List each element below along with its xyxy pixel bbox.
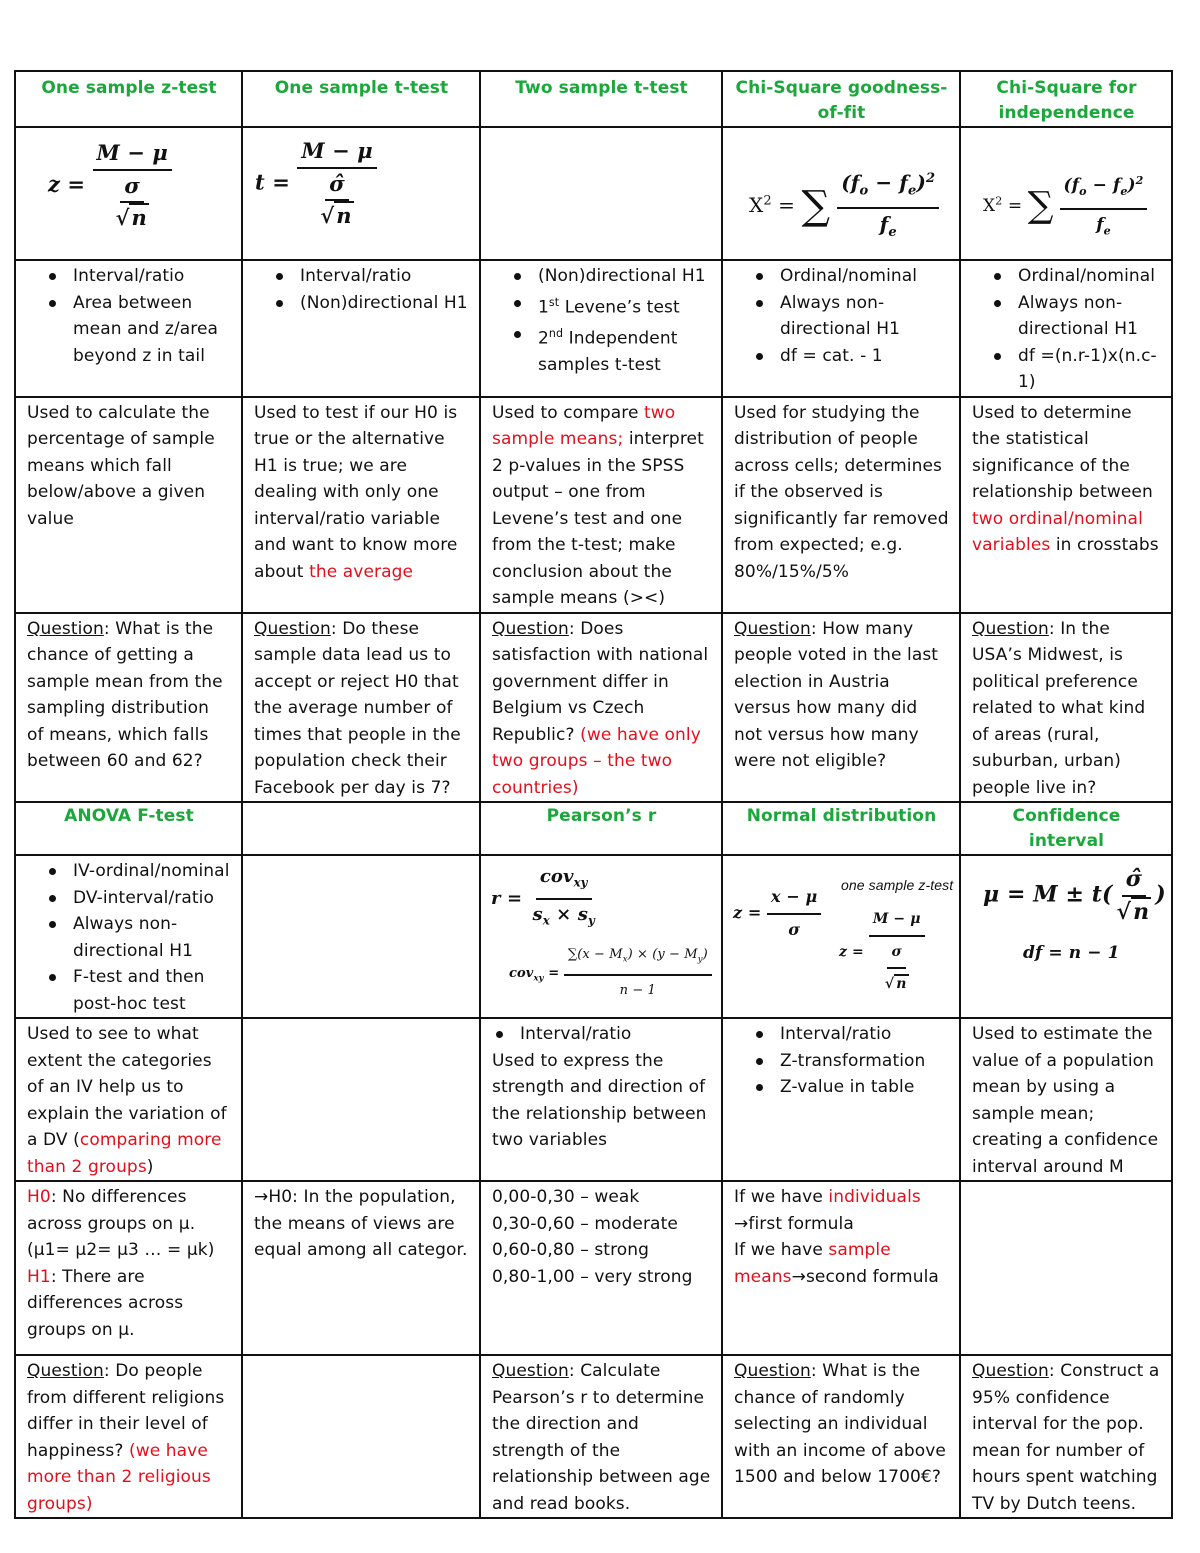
two-sample-formula-cell-empty <box>480 127 722 260</box>
bullet-text: Levene’s test <box>564 297 680 318</box>
arrow-icon: → <box>791 1266 806 1287</box>
z-score-formula: z = $\frac{x - \mu}{\sigma}$ <box>733 884 821 943</box>
confidence-interval-formula: μ = M ± t( $\frac{\sigmâ}{√n}$ ) <box>983 866 1166 925</box>
z-test-usage: Used to calculate the percentage of sample means which fall below/above a given value <box>15 397 242 613</box>
usage-text: Used to determine the statistical significance of the relationship between <box>972 402 1153 502</box>
h0-note-cell <box>242 1181 480 1355</box>
usage-row-2 <box>15 1018 1172 1181</box>
note-highlight: sample means <box>734 1240 891 1287</box>
note-text: If we have <box>734 1240 829 1260</box>
header-chi-square-gof: Chi-Square goodness-of-fit <box>722 71 960 127</box>
question-label: Question <box>492 618 569 639</box>
usage-text: in crosstabs <box>1050 535 1159 555</box>
h0-note: H0: In the population, the means of views are equal among all categor. <box>254 1187 468 1260</box>
question-label: Question <box>734 1361 811 1381</box>
header-chi-square-independence: Chi-Square for independence <box>960 71 1172 127</box>
t-test-usage <box>242 397 480 613</box>
question-label: Question <box>27 618 104 639</box>
t-test-bullets-cell <box>242 260 480 397</box>
anova-hypotheses <box>15 1181 242 1355</box>
chi-ind-formula-cell <box>960 127 1172 260</box>
usage-highlight: comparing more than 2 groups <box>27 1130 222 1177</box>
covariance-formula: cov$_{xy}$ = $\frac{\sum(x - M_x) \times (y - M_y)}{n - 1}$ <box>509 942 712 1005</box>
h0-text: : No differences across groups on μ. <box>27 1187 196 1234</box>
bullet-item: Area between mean and z/area beyond z in tail <box>49 290 231 370</box>
ci-question: Question: Construct a 95% confidence interval for the pop. mean for number of hours spent watching TV by Dutch teens. <box>960 1355 1172 1518</box>
scale-item: 0,80-1,00 – very strong <box>492 1266 693 1287</box>
bullet-item: Interval/ratio <box>756 1021 949 1048</box>
bullet-item: df =(n.r-1)x(n.c-1) <box>994 343 1161 396</box>
header-pearsons-r: Pearson’s r <box>480 802 722 855</box>
note-text: If we have <box>734 1187 829 1207</box>
h0-label: H0 <box>27 1187 51 1207</box>
header-empty <box>242 802 480 855</box>
bullet-item: Ordinal/nominal <box>994 263 1161 290</box>
question-text: What is the chance of randomly selecting an individual with an income of above 1500 and below 1700€? <box>734 1361 946 1487</box>
sample-mean-z-formula: z = $\frac{M - \mu}{\frac{\sigma}{√ n}}$ <box>839 906 925 998</box>
chi-gof-question: Question: How many people voted in the last election in Austria versus how many did not versus how many were not eligible? <box>722 613 960 803</box>
usage-row-1 <box>15 397 1172 613</box>
header-row-1 <box>15 71 1172 127</box>
chi-gof-formula-cell <box>722 127 960 260</box>
question-label: Question <box>972 618 1049 639</box>
bullet-item: Always non-directional H1 <box>994 290 1161 343</box>
two-sample-bullets-cell <box>480 260 722 397</box>
ci-formula-cell <box>960 855 1172 1018</box>
bullet-item: Always non-directional H1 <box>49 911 231 964</box>
bullet-item: (Non)directional H1 <box>276 290 469 317</box>
ordinal-suffix: st <box>548 295 560 309</box>
h0-equation: (μ1= μ2= μ3 … = μk) <box>27 1240 215 1260</box>
z-test-question: Question: What is the chance of getting a sample mean from the sampling distribution of means, which falls between 60 and 62? <box>15 613 242 803</box>
chi-gof-bullets-cell <box>722 260 960 397</box>
bullet-item: IV-ordinal/nominal <box>49 858 231 885</box>
z-test-bullets-cell <box>15 260 242 397</box>
formula-row-1 <box>15 127 1172 260</box>
z-test-formula-cell <box>15 127 242 260</box>
question-label: Question <box>27 1361 104 1381</box>
normal-question: Question: What is the chance of randomly selecting an individual with an income of above 1500 and below 1700€? <box>722 1355 960 1518</box>
hypothesis-row <box>15 1181 1172 1355</box>
statistics-cheat-sheet-table <box>14 70 1173 1519</box>
scale-item: 0,60-0,80 – strong <box>492 1240 650 1260</box>
ordinal-number: 2 <box>538 328 549 349</box>
normal-usage <box>722 1018 960 1181</box>
pearson-usage <box>480 1018 722 1181</box>
chi-ind-usage <box>960 397 1172 613</box>
question-label: Question <box>734 618 811 639</box>
chi-ind-question: Question: In the USA’s Midwest, is political preference related to what kind of areas (rural, suburban, urban) people live in? <box>960 613 1172 803</box>
bullet-item: Interval/ratio <box>49 263 231 290</box>
scale-item: 0,00-0,30 – weak <box>492 1187 640 1207</box>
usage-text: Used to express the strength and direction of the relationship between two variables <box>492 1050 707 1150</box>
arrow-icon: → <box>734 1213 749 1234</box>
h1-label: H1 <box>27 1266 51 1287</box>
pearson-r-formula: r = $\frac{cov_{xy}}{s_x \times s_y}$ <box>491 866 595 928</box>
normal-formula-cell <box>722 855 960 1018</box>
question-text: Does satisfaction with national government differ in Belgium vs Czech Republic? <box>492 618 709 745</box>
chi-square-gof-formula: $X^2$ = ∑ $\frac{(f_o - f_e)^2}{f_e}$ <box>749 166 939 247</box>
ordinal-number: 1 <box>538 297 549 318</box>
question-text: Do people from different religions differ in their level of happiness? <box>27 1361 225 1461</box>
one-sample-z-test-label: one sample z-test <box>841 877 954 893</box>
t-test-formula-cell <box>242 127 480 260</box>
z-test-formula: z = $\frac{M - \mu}{\frac{\sigma}{√n}}$ <box>48 140 172 232</box>
chi-square-independence-formula: $X^2$ = ∑ $\frac{(f_o - f_e)^2}{f_e}$ <box>983 168 1147 244</box>
ordinal-suffix: nd <box>548 326 564 340</box>
usage-text: Used to compare <box>492 402 645 423</box>
bullet-text: Independent samples t-test <box>538 328 678 375</box>
question-label: Question <box>254 618 331 639</box>
usage-text: Used to test if our H0 is true or the alternative H1 is true; we are dealing with only one interval/ratio variable and want to know more about <box>254 402 458 582</box>
scale-item: 0,30-0,60 – moderate <box>492 1213 678 1234</box>
question-text: In the USA’s Midwest, is political preference related to what kind of areas (rural, suburban, urban) people live in? <box>972 618 1146 798</box>
degrees-of-freedom-formula: df = n − 1 <box>1023 943 1120 963</box>
t-test-formula: t = $\frac{M - \mu}{\frac{\sigmâ}{√n}}$ <box>255 138 377 230</box>
header-row-2 <box>15 802 1172 855</box>
two-sample-question: Question: Does satisfaction with national government differ in Belgium vs Czech Republic? (we have only two groups – the two countries) <box>480 613 722 803</box>
two-sample-usage <box>480 397 722 613</box>
t-test-question: Question: Do these sample data lead us to accept or reject H0 that the average number of times that people in the population check their Facebook per day is 7? <box>242 613 480 803</box>
pearson-scale <box>480 1181 722 1355</box>
header-one-sample-z-test: One sample z-test <box>15 71 242 127</box>
bullet-row-1 <box>15 260 1172 397</box>
empty-cell <box>960 1181 1172 1355</box>
header-confidence-interval: Confidence interval <box>960 802 1172 855</box>
empty-cell <box>242 1355 480 1518</box>
anova-question: Question: Do people from different religions differ in their level of happiness? (we have more than 2 religious groups) <box>15 1355 242 1518</box>
bullet-item: Ordinal/nominal <box>756 263 949 290</box>
note-highlight: individuals <box>828 1187 921 1207</box>
header-one-sample-t-test: One sample t-test <box>242 71 480 127</box>
question-text: What is the chance of getting a sample mean from the sampling distribution of means, which falls between 60 and 62? <box>27 618 223 771</box>
question-text: Calculate Pearson’s r to determine the direction and strength of the relationship between age and read books. <box>492 1361 711 1514</box>
question-label: Question <box>972 1361 1049 1381</box>
anova-bullets-cell <box>15 855 242 1018</box>
chi-ind-bullets-cell <box>960 260 1172 397</box>
usage-highlight: the average <box>309 561 414 582</box>
usage-text: Used to see to what extent the categories of an IV help us to explain the variation of a DV ( <box>27 1024 227 1150</box>
question-row-2 <box>15 1355 1172 1518</box>
h1-text: : There are differences across groups on μ. <box>27 1266 184 1340</box>
question-row-1 <box>15 613 1172 803</box>
bullet-item: Interval/ratio <box>276 263 469 290</box>
bullet-item: DV-interval/ratio <box>49 885 231 912</box>
bullet-item: Z-transformation <box>756 1048 949 1075</box>
chi-gof-usage: Used for studying the distribution of people across cells; determines if the observed is significantly far removed from expected; e.g. 80%/15%/5% <box>722 397 960 613</box>
question-text: How many people voted in the last election in Austria versus how many did not versus how many were not eligible? <box>734 618 939 771</box>
bullet-item: F-test and then post-hoc test <box>49 964 231 1017</box>
bullet-item: df = cat. - 1 <box>756 343 949 370</box>
usage-text: interpret 2 p-values in the SPSS output – one from Levene’s test and one from the t-test; make conclusion about the sample means (><) <box>492 429 704 608</box>
empty-cell <box>242 855 480 1018</box>
header-normal-distribution: Normal distribution <box>722 802 960 855</box>
note-text: second formula <box>805 1266 939 1287</box>
question-label: Question <box>492 1361 569 1381</box>
bullet-item <box>514 321 711 379</box>
header-two-sample-t-test: Two sample t-test <box>480 71 722 127</box>
normal-note <box>722 1181 960 1355</box>
bullet-item: Always non-directional H1 <box>756 290 949 343</box>
bullet-item: Z-value in table <box>756 1074 949 1101</box>
note-text: first formula <box>748 1213 854 1234</box>
question-text: Do these sample data lead us to accept or reject H0 that the average number of times that people in the population check their Facebook per day is 7? <box>254 618 461 798</box>
question-highlight: (we have only two groups – the two countries) <box>492 724 701 798</box>
question-text: Construct a 95% confidence interval for the pop. mean for number of hours spent watching TV by Dutch teens. <box>972 1361 1160 1514</box>
bullet-item: Interval/ratio <box>496 1021 711 1048</box>
bullet-item: (Non)directional H1 <box>514 263 711 290</box>
pearson-question: Question: Calculate Pearson’s r to determine the direction and strength of the relationship between age and read books. <box>480 1355 722 1518</box>
question-highlight: (we have more than 2 religious groups) <box>27 1440 211 1514</box>
bullet-item <box>514 290 711 321</box>
anova-usage <box>15 1018 242 1181</box>
formula-row-2 <box>15 855 1172 1018</box>
ci-usage: Used to estimate the value of a population mean by using a sample mean; creating a confidence interval around M <box>960 1018 1172 1181</box>
usage-highlight: two ordinal/nominal variables <box>972 508 1143 555</box>
usage-highlight: two sample means; <box>492 402 676 449</box>
header-anova: ANOVA F-test <box>15 802 242 855</box>
usage-text: ) <box>146 1156 154 1177</box>
pearson-formula-cell <box>480 855 722 1018</box>
empty-cell <box>242 1018 480 1181</box>
arrow-icon: → <box>254 1187 269 1207</box>
